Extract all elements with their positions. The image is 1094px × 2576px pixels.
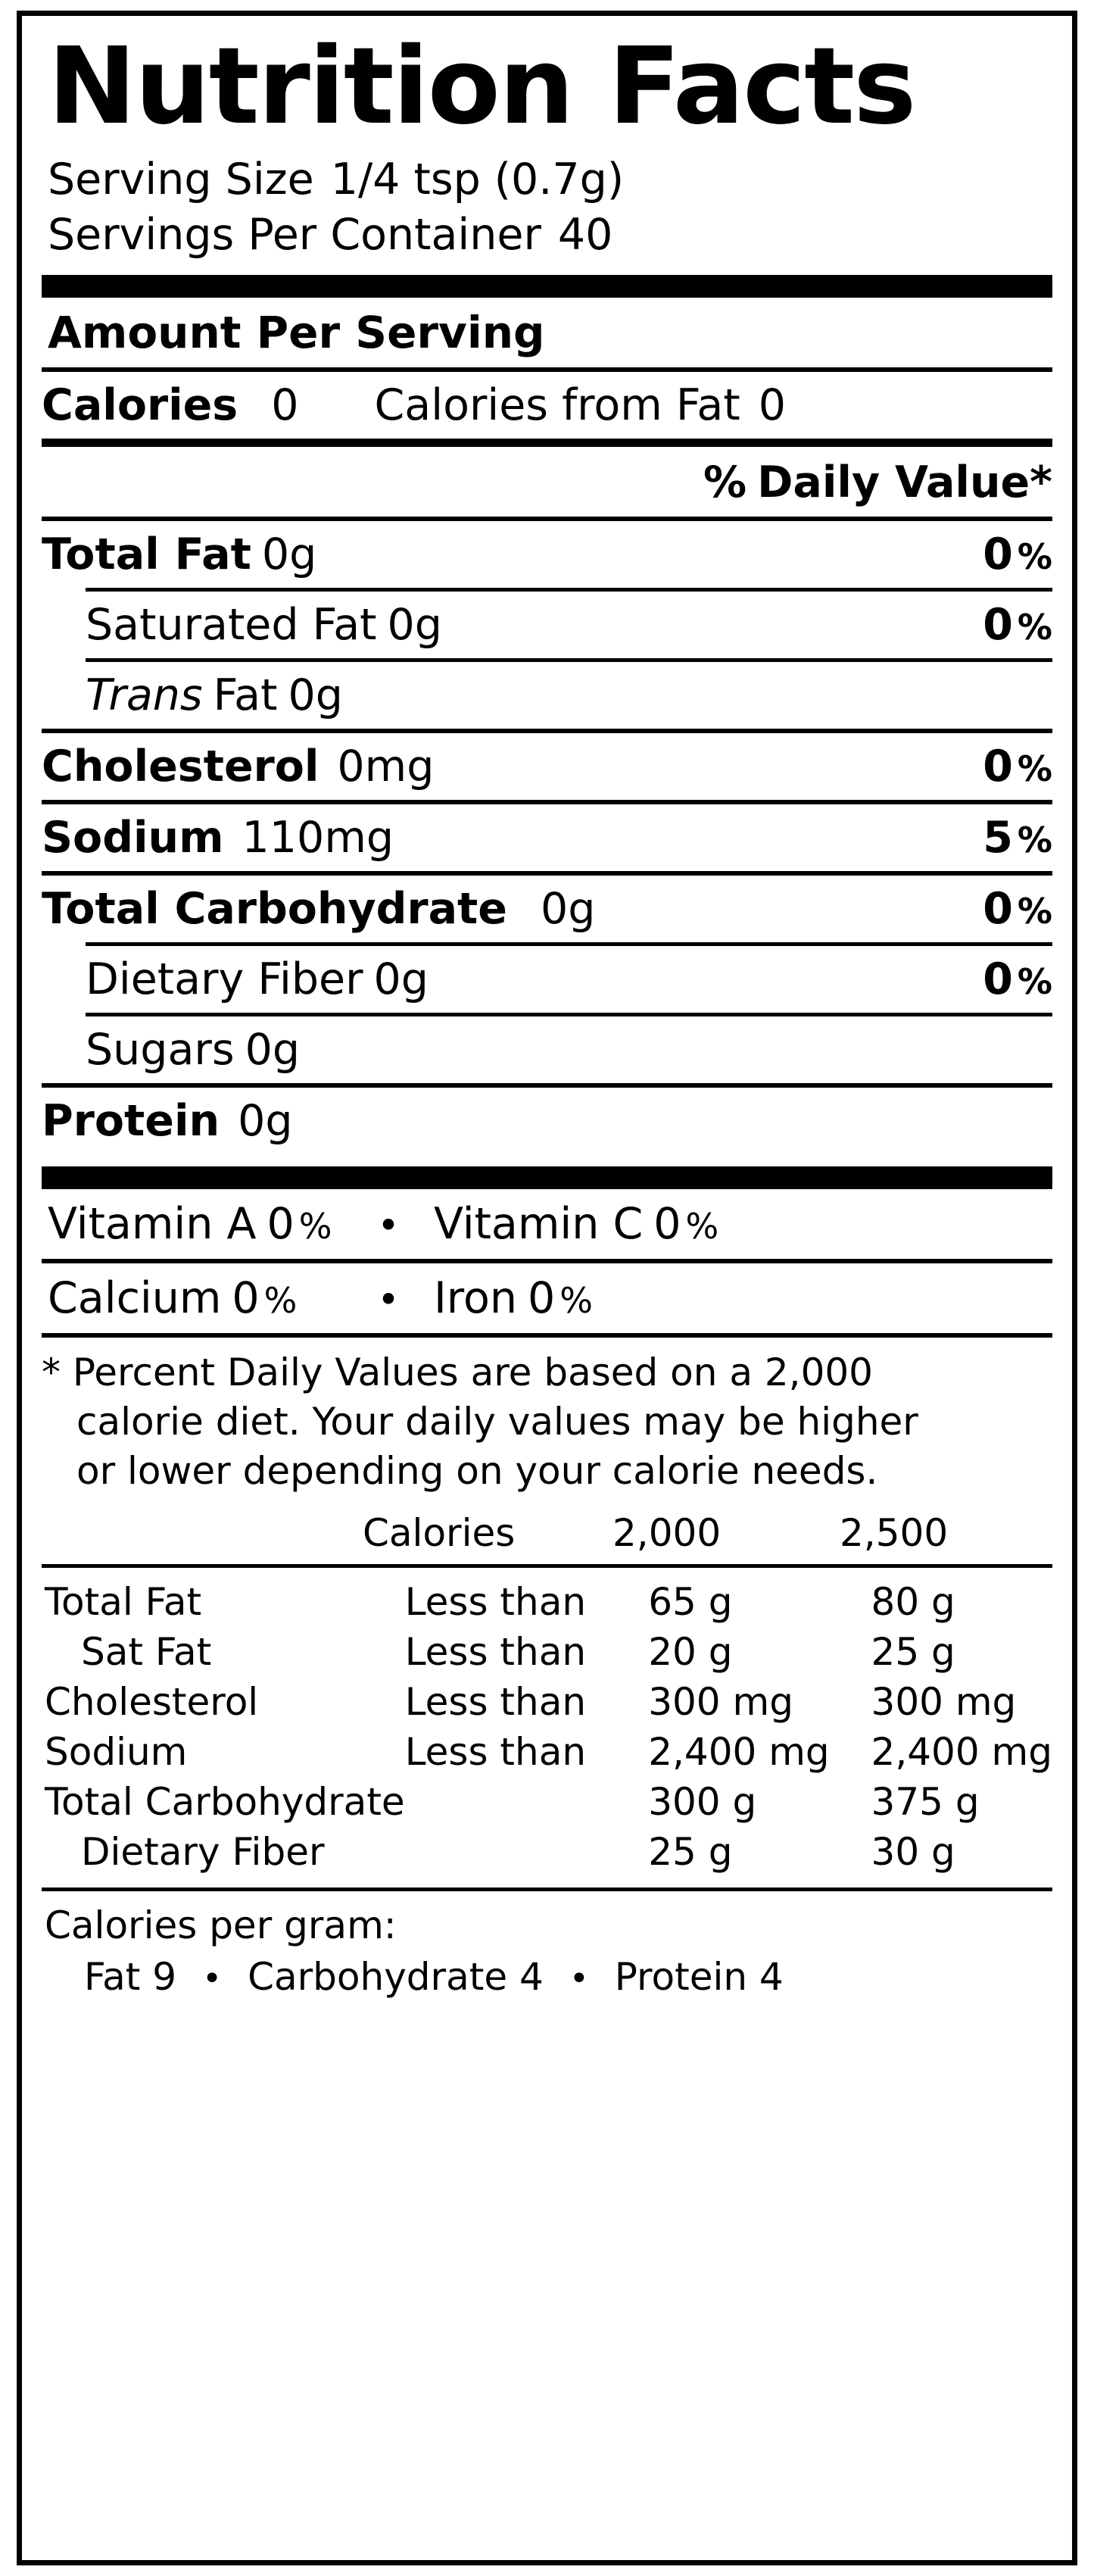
vitamin-value: 0 <box>653 1198 681 1249</box>
nutrient-amount: 0g <box>245 1024 301 1075</box>
calories-per-gram-row <box>42 1949 1052 1999</box>
dv-row-2000: 65 g <box>648 1579 733 1624</box>
nutrient-dv-value: 0 <box>983 529 1013 579</box>
nutrient-name: Sodium <box>42 812 224 863</box>
calories-label: Calories <box>42 379 238 430</box>
nutrient-row-dietary-fiber <box>42 946 1052 1013</box>
serving-size-metric: (0.7g) <box>494 155 625 205</box>
nutrient-name: Cholesterol <box>42 741 319 792</box>
percent-sign: % <box>298 1205 332 1247</box>
percent-sign: % <box>559 1279 593 1321</box>
page-title: Nutrition Facts <box>48 25 915 148</box>
dv-row-name: Total Fat <box>45 1579 202 1624</box>
percent-sign: % <box>1017 535 1052 577</box>
nutrient-dv-value: 0 <box>983 599 1013 650</box>
nutrient-row-sodium <box>42 804 1052 871</box>
dv-row-2500: 2,400 mg <box>871 1729 1052 1774</box>
amount-per-serving-label: Amount Per Serving <box>48 306 545 358</box>
nutrient-name: Trans <box>86 670 203 720</box>
serving-size-label: Serving Size <box>48 155 314 205</box>
table-header-row <box>42 1508 1052 1561</box>
bullet-separator-icon: • <box>202 1959 223 1998</box>
dv-row-2500: 375 g <box>871 1779 980 1824</box>
dv-row-qualifier: Less than <box>404 1579 587 1624</box>
nutrient-name: Total Carbohydrate <box>42 883 507 934</box>
calories-value: 0 <box>271 379 299 430</box>
dv-row-name: Cholesterol <box>45 1679 259 1724</box>
percent-sign: % <box>1017 606 1052 648</box>
calories-per-gram-carbohydrate: Carbohydrate 4 <box>248 1954 544 1999</box>
nutrient-amount: 0g <box>373 954 429 1004</box>
footnote-block <box>42 1338 1052 1503</box>
nutrient-row-cholesterol <box>42 733 1052 800</box>
dv-row-2500: 25 g <box>871 1629 955 1674</box>
vitamin-value: 0 <box>528 1272 556 1323</box>
percent-sign: % <box>685 1205 719 1247</box>
dv-row-name: Sat Fat <box>81 1629 212 1674</box>
nutrient-name: Protein <box>42 1095 220 1146</box>
calories-from-fat-value: 0 <box>758 379 786 430</box>
table-header-2500: 2,500 <box>840 1510 949 1555</box>
vitamin-row-a-c <box>42 1189 1052 1259</box>
nutrient-name: Saturated Fat <box>86 599 377 650</box>
daily-value-percent-sign: % <box>703 457 747 507</box>
nutrient-row-trans-fat <box>42 662 1052 729</box>
dv-row-name: Total Carbohydrate <box>45 1779 405 1824</box>
dv-row-qualifier: Less than <box>404 1729 587 1774</box>
vitamin-value: 0 <box>266 1198 295 1249</box>
dv-row-2000: 25 g <box>648 1829 733 1874</box>
nutrient-amount: 0g <box>238 1095 293 1146</box>
footnote-line-2: calorie diet. Your daily values may be higher <box>76 1399 918 1444</box>
vitamin-row-calcium-iron <box>42 1263 1052 1333</box>
nutrient-amount: 0g <box>540 883 596 934</box>
calories-from-fat-label: Calories from Fat <box>374 379 740 430</box>
nutrient-dv-value: 0 <box>983 741 1013 792</box>
nutrient-row-sugars <box>42 1016 1052 1083</box>
divider-above-calories-per-gram <box>42 1888 1052 1891</box>
nutrient-amount: 110mg <box>242 812 394 863</box>
vitamin-name: Calcium <box>48 1272 222 1323</box>
dv-row-2000: 2,400 mg <box>648 1729 830 1774</box>
calories-per-gram-label: Calories per gram: <box>45 1903 397 1947</box>
nutrient-row-total-fat <box>42 521 1052 588</box>
dv-row-name: Sodium <box>45 1729 188 1774</box>
table-row <box>42 1627 1052 1677</box>
table-row <box>42 1827 1052 1877</box>
servings-per-container-line <box>48 208 1052 263</box>
bullet-separator-icon: • <box>377 1203 400 1247</box>
dv-row-2500: 300 mg <box>871 1679 1017 1724</box>
dv-row-name: Dietary Fiber <box>81 1829 325 1874</box>
divider-table-header <box>42 1564 1052 1568</box>
nutrient-dv-value: 5 <box>983 812 1013 863</box>
table-row <box>42 1577 1052 1627</box>
percent-sign: % <box>1017 819 1052 860</box>
table-row <box>42 1727 1052 1777</box>
bottom-spacer <box>42 1999 1052 2549</box>
nutrient-row-protein <box>42 1088 1052 1154</box>
nutrient-name: Sugars <box>86 1024 235 1075</box>
daily-values-table-body <box>42 1577 1052 1877</box>
nutrient-dv-value: 0 <box>983 954 1013 1004</box>
nutrient-amount: 0g <box>261 529 317 579</box>
dv-row-2000: 20 g <box>648 1629 733 1674</box>
table-row <box>42 1777 1052 1827</box>
nutrient-amount: 0mg <box>337 741 435 792</box>
nutrient-name-suffix: Fat <box>213 670 278 720</box>
dv-row-qualifier: Less than <box>404 1679 587 1724</box>
nutrient-row-total-carbohydrate <box>42 876 1052 942</box>
table-header-calories: Calories <box>363 1510 516 1555</box>
servings-per-container-label: Servings Per Container <box>48 209 541 260</box>
divider-thick-vitamins <box>42 1166 1052 1189</box>
divider-thick-top <box>42 275 1052 298</box>
table-header-blank <box>42 1508 363 1561</box>
calories-row <box>42 372 1052 439</box>
footnote-line-1: * Percent Daily Values are based on a 2,000 <box>42 1350 873 1394</box>
nutrient-name: Total Fat <box>42 529 251 579</box>
dv-row-qualifier: Less than <box>404 1629 587 1674</box>
bullet-separator-icon: • <box>569 1959 589 1998</box>
calories-per-gram-protein: Protein 4 <box>614 1954 784 1999</box>
servings-per-container-value: 40 <box>557 209 613 260</box>
percent-sign: % <box>1017 960 1052 1002</box>
nutrient-name: Dietary Fiber <box>86 954 363 1004</box>
daily-value-header <box>42 447 1052 517</box>
vitamin-name: Vitamin C <box>434 1198 644 1249</box>
vitamin-name: Vitamin A <box>48 1198 257 1249</box>
serving-size-value: 1/4 tsp <box>330 155 481 205</box>
table-header-2000: 2,000 <box>612 1510 722 1555</box>
daily-value-text: Daily Value* <box>757 457 1052 507</box>
vitamin-name: Iron <box>434 1272 517 1323</box>
serving-size-line <box>48 152 1052 208</box>
dv-row-2500: 80 g <box>871 1579 955 1624</box>
dv-row-2000: 300 mg <box>648 1679 793 1724</box>
divider-above-daily-value <box>42 439 1052 447</box>
nutrition-facts-panel <box>17 11 1077 2565</box>
calories-per-gram-fat: Fat 9 <box>84 1954 177 1999</box>
dv-row-qualifier <box>405 1777 649 1827</box>
nutrient-amount: 0g <box>288 670 343 720</box>
percent-sign: % <box>263 1279 298 1321</box>
dv-row-qualifier <box>405 1827 649 1877</box>
percent-sign: % <box>1017 890 1052 932</box>
daily-values-table <box>42 1508 1052 1561</box>
dv-row-2000: 300 g <box>648 1779 757 1824</box>
table-row <box>42 1677 1052 1727</box>
percent-sign: % <box>1017 748 1052 789</box>
nutrient-amount: 0g <box>387 599 442 650</box>
vitamin-value: 0 <box>232 1272 260 1323</box>
dv-row-2500: 30 g <box>871 1829 955 1874</box>
bullet-separator-icon: • <box>377 1277 400 1322</box>
nutrient-row-saturated-fat <box>42 592 1052 658</box>
nutrient-dv-value: 0 <box>983 883 1013 934</box>
footnote-line-3: or lower depending on your calorie needs. <box>76 1448 878 1493</box>
